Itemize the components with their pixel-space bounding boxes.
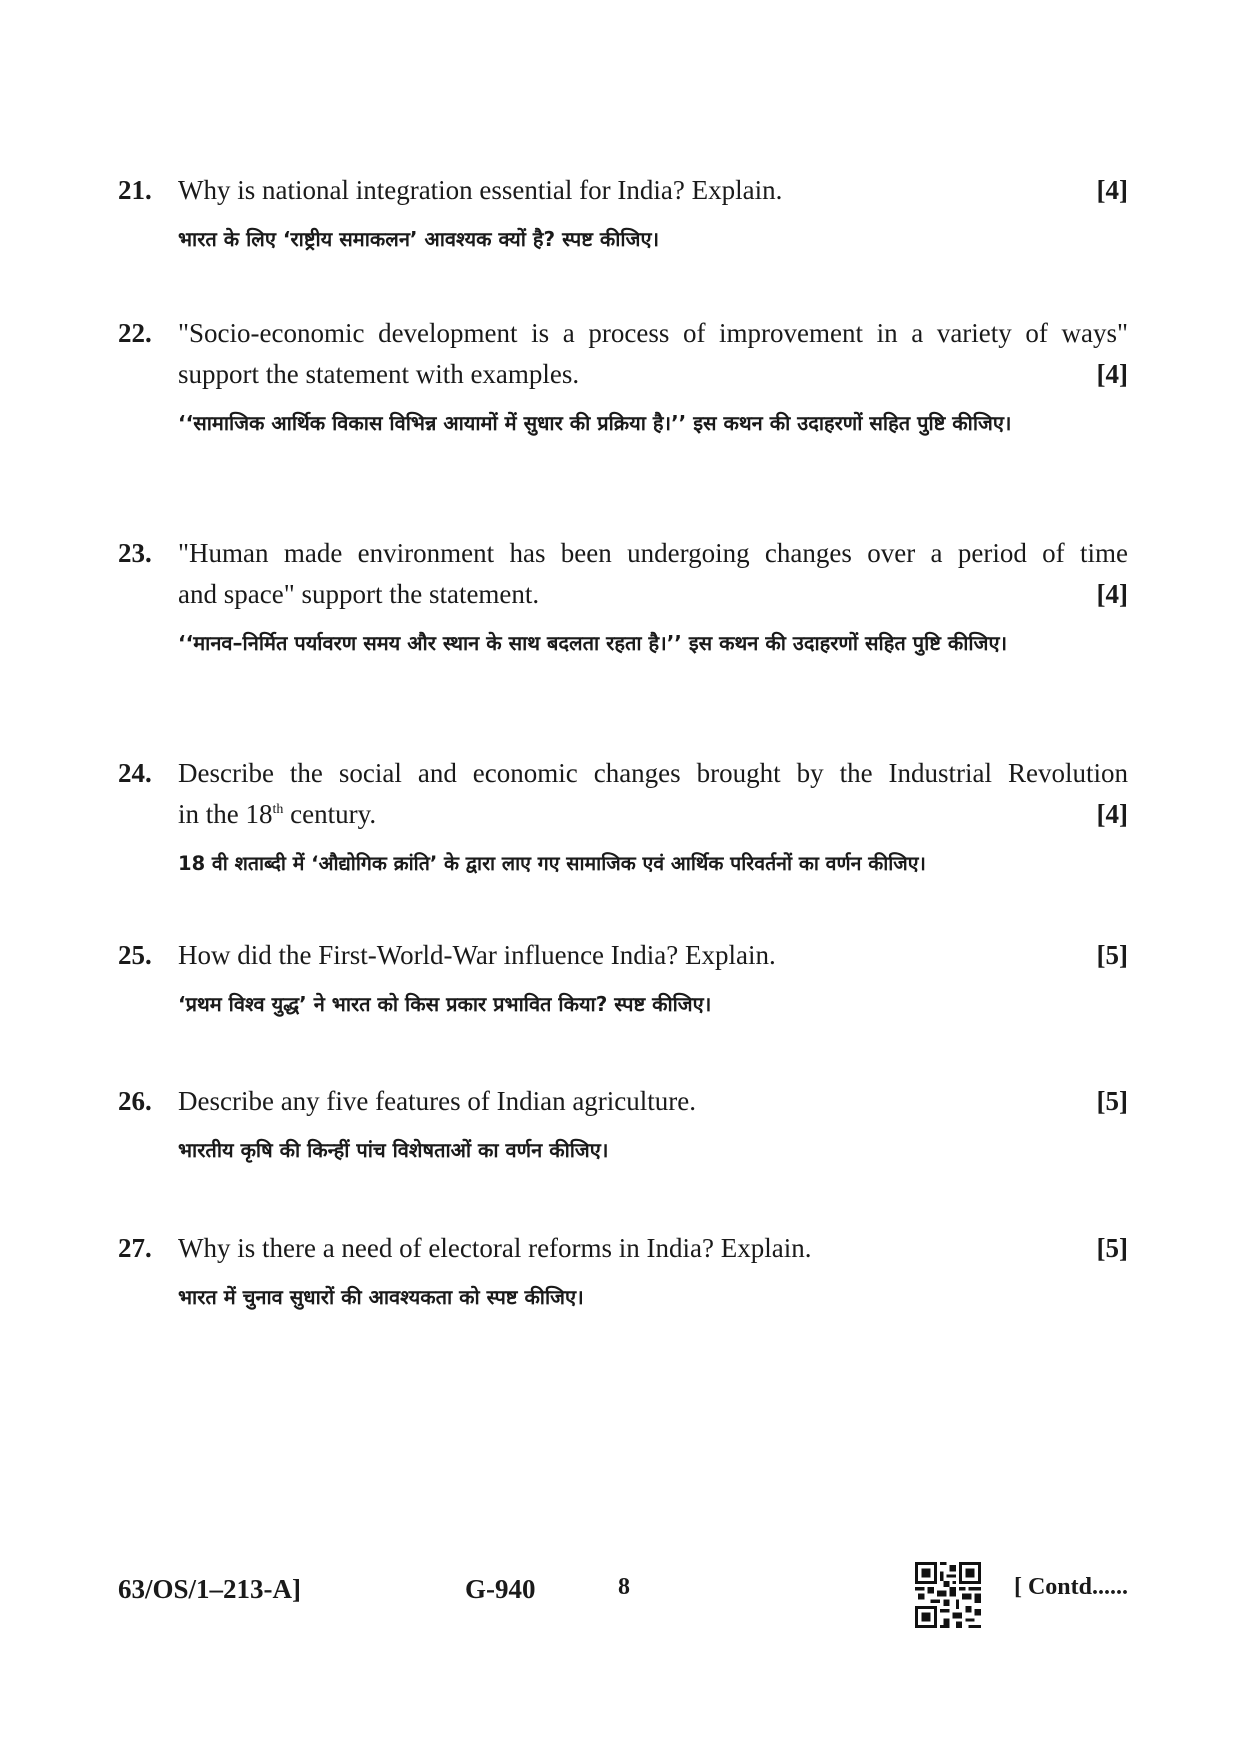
marks-label: [5] [1096,1233,1128,1263]
question-line [118,574,1128,615]
question-23 [118,533,1128,664]
question-text-en: Why is national integration essential for India? Explain. [178,175,783,205]
question-number: 26. [118,1086,152,1116]
page-footer [118,1562,1128,1618]
question-27 [118,1228,1128,1318]
question-line [118,794,1128,835]
question-line [118,1228,1128,1269]
continued-label: [ Contd...... [1013,1574,1128,1600]
question-26 [118,1081,1128,1171]
series-code: G-940 [465,1574,536,1604]
page-number: 8 [618,1574,630,1600]
question-number: 22. [118,318,152,348]
question-21 [118,170,1128,260]
question-line [118,313,1128,354]
question-text-en: "Socio-economic development is a process of improvement in a variety of ways" [178,318,1128,348]
question-text-en: Describe any five features of Indian agriculture. [178,1086,697,1116]
question-text-hi: 18 वी शताब्दी में ‘औद्योगिक क्रांति’ के द्वारा लाए गए सामाजिक एवं आर्थिक परिवर्तनों का वर्णन कीजिए। [178,852,926,875]
question-text-hi: भारतीय कृषि की किन्हीं पांच विशेषताओं का वर्णन कीजिए। [178,1138,609,1162]
question-line [118,354,1128,395]
question-text-hi: ‘प्रथम विश्व युद्ध’ ने भारत को किस प्रकार प्रभावित किया? स्पष्ट कीजिए। [178,992,712,1016]
ordinal-suffix: th [272,802,284,817]
question-text-hi: भारत के लिए ‘राष्ट्रीय समाकलन’ आवश्यक क्यों है? स्पष्ट कीजिए। [178,227,660,251]
question-number: 23. [118,538,152,568]
marks-label: [5] [1096,940,1128,970]
question-text-en: "Human made environment has been undergoing changes over a period of time [178,538,1128,568]
question-text-hi: ‘‘सामाजिक आर्थिक विकास विभिन्न आयामों में सुधार की प्रक्रिया है।’’ इस कथन की उदाहरणों सहित पुष्टि कीजिए। [178,411,1012,435]
question-text-en: support the statement with examples. [178,359,580,389]
question-number: 24. [118,758,152,788]
question-number: 27. [118,1233,152,1263]
paper-code: 63/OS/1–213-A] [118,1574,302,1604]
question-text-en: How did the First-World-War influence India? Explain. [178,940,776,970]
qr-code-icon [915,1562,981,1628]
question-number: 21. [118,175,152,205]
question-text-en: Why is there a need of electoral reforms in India? Explain. [178,1233,812,1263]
question-text-en [178,794,376,835]
question-line [118,753,1128,794]
marks-label: [4] [1096,175,1128,205]
question-text-hi: ‘‘मानव–निर्मित पर्यावरण समय और स्थान के साथ बदलता रहता है।’’ इस कथन की उदाहरणों सहित पुष्टि कीजिए। [178,631,1008,655]
question-text-hi: भारत में चुनाव सुधारों की आवश्यकता को स्पष्ट कीजिए। [178,1285,584,1309]
question-text-part: in the 18 [178,799,273,829]
question-line [118,170,1128,211]
marks-label: [4] [1096,359,1128,389]
question-line [118,935,1128,976]
question-line [118,533,1128,574]
marks-label: [4] [1096,579,1128,609]
question-text-part: century. [283,799,377,829]
marks-label: [5] [1096,1086,1128,1116]
question-number: 25. [118,940,152,970]
question-text-en: Describe the social and economic changes brought by the Industrial Revolution [178,758,1128,788]
question-line [118,1081,1128,1122]
question-24 [118,753,1128,884]
question-text-en: and space" support the statement. [178,579,540,609]
question-25 [118,935,1128,1025]
question-22 [118,313,1128,444]
marks-label: [4] [1096,799,1128,829]
